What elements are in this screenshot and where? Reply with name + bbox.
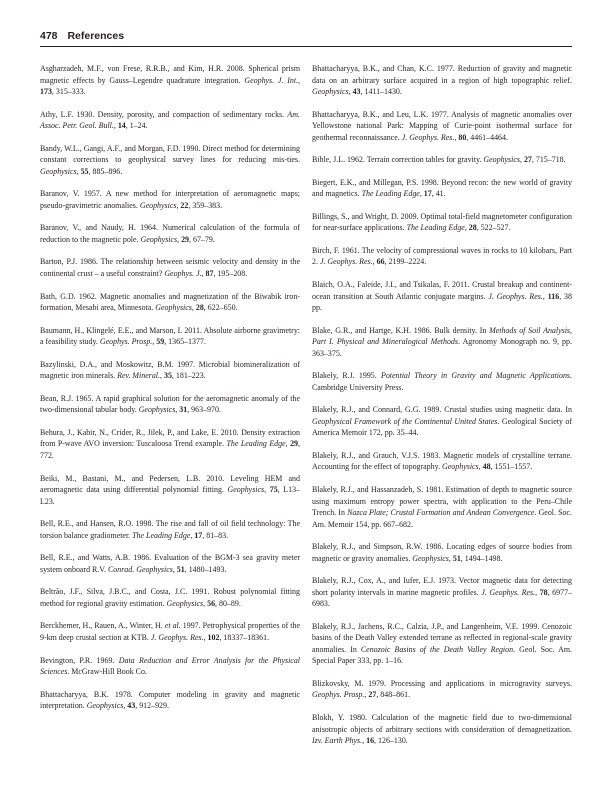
- reference-text: Bhattacharyya, B.K., and Chan, K.C. 1977. Reduction of gravity and magnetic data on an arbitrary surface acquired in a region of high topographic relief.: [312, 64, 572, 85]
- reference-text: ,: [464, 223, 469, 233]
- reference-text: , 963–970.: [187, 405, 221, 415]
- reference-text: ,: [542, 291, 548, 301]
- reference-text: Bath, G.D. 1962. Magnetic anomalies and magnetization of the Biwabik iron-formation, Mesabi area, Minnesota.: [40, 291, 300, 313]
- reference-text: , 126–130.: [374, 736, 408, 745]
- reference-text: 28: [468, 223, 477, 233]
- reference-text: 29: [290, 439, 299, 449]
- reference-text: Geophysics: [155, 303, 192, 313]
- reference-text: ,: [203, 598, 208, 608]
- reference-text: Methods of Soil Analysis, Part I. Physical and Mineralogical Methods: [312, 325, 572, 347]
- reference-text: Barton, P.J. 1986. The relationship between seismic velocity and density in the continental crust – a useful constraint?: [40, 257, 300, 278]
- reference-text: Nazca Plate; Crustal Formation and Andean Convergence: [347, 508, 535, 518]
- reference-text: , 715–718.: [531, 155, 566, 165]
- reference-text: , 6977–6983.: [312, 587, 573, 609]
- reference-text: Blaich, O.A., Faleide, J.I., and Tsikalas, F. 2011. Crustal breakup and continent-ocean transition at South Atlantic conjugate margins.: [312, 280, 572, 301]
- reference-text: Geophysics: [483, 155, 520, 165]
- reference-text: Cenozoic Basins of the Death Valley Region: [360, 644, 514, 654]
- reference-text: ,: [76, 166, 81, 176]
- reference-entry: [312, 279, 572, 314]
- reference-text: 35: [163, 371, 172, 381]
- reference-text: Asgharzadeh, M.F., von Frese, R.R.B., and Kim, H.R. 2008. Spherical prism magnetic effects by Gauss–Legendre quadrature integration.: [40, 64, 300, 85]
- reference-text: ,: [285, 439, 291, 449]
- reference-text: Blake, G.R., and Hartge, K.H. 1986. Bulk density. In: [312, 325, 490, 335]
- reference-text: ,: [160, 371, 164, 381]
- reference-text: Am. Assoc. Petr. Geol. Bull.: [40, 109, 300, 131]
- reference-text: The Leading Edge: [361, 189, 420, 199]
- reference-text: ,: [298, 75, 300, 85]
- reference-text: et al.: [164, 621, 181, 631]
- reference-text: 22: [180, 200, 189, 210]
- reference-entry: [40, 518, 300, 541]
- reference-text: J. Geophys. Res.: [319, 257, 373, 267]
- reference-entry: [40, 552, 300, 575]
- reference-text: Beltrão, J.F., Silva, J.B.C., and Costa, J.C. 1991. Robust polynomial fitting method for regional gravity estimation.: [40, 587, 300, 608]
- reference-text: ,: [454, 132, 459, 142]
- reference-text: Izv. Earth Phys.: [312, 736, 363, 745]
- reference-text: Baranov, V., and Naudy, H. 1964. Numerical calculation of the formula of reduction to the magnetic pole.: [40, 223, 300, 244]
- reference-text: 51: [176, 564, 185, 574]
- reference-text: Bhattacharyya, B.K. 1978. Computer modeling in gravity and magnetic interpretation.: [40, 689, 300, 711]
- reference-text: Geophysics: [412, 553, 449, 563]
- reference-entry: [40, 393, 300, 416]
- reference-entry: [312, 154, 572, 166]
- reference-text: 31: [179, 405, 188, 415]
- reference-text: ,: [362, 736, 367, 745]
- running-header: [40, 30, 572, 47]
- reference-text: 27: [523, 155, 532, 165]
- reference-text: J. Geophys. Res.: [488, 291, 543, 301]
- reference-entry: [40, 291, 300, 314]
- reference-text: Birch, F. 1961. The velocity of compressional waves in rocks to 10 kilobars, Part 2.: [312, 245, 572, 267]
- reference-text: , 4461–4464.: [466, 132, 508, 142]
- reference-text: , 912–929.: [135, 701, 169, 711]
- reference-text: Geophysics: [227, 485, 265, 495]
- reference-entry: [312, 541, 572, 564]
- reference-text: ,: [535, 587, 540, 597]
- reference-text: Geophysics: [312, 87, 349, 96]
- reference-text: 80: [458, 132, 467, 142]
- reference-text: . McGraw-Hill Book Co.: [67, 667, 147, 676]
- reference-entry: [312, 575, 572, 610]
- reference-text: Blakely, R.J., Cox, A., and Iufer, E.J. 1973. Vector magnetic data for detecting short polarity intervals in marine magnetic profiles.: [312, 576, 572, 597]
- reference-text: 59: [156, 337, 165, 347]
- reference-entry: [40, 63, 300, 98]
- reference-text: The Leading Edge: [406, 223, 465, 233]
- reference-text: ,: [201, 268, 206, 278]
- reference-entry: [312, 678, 572, 701]
- reference-text: Bell, R.E., and Watts, A.B. 1986. Evaluation of the BGM-3 sea gravity meter system onboard R.V.: [40, 553, 300, 574]
- reference-text: Geophys. Prosp.: [312, 690, 365, 700]
- reference-text: Geophys. J. Int.: [244, 75, 299, 85]
- reference-text: ,: [152, 337, 157, 347]
- reference-text: 27: [368, 690, 377, 700]
- reference-entry: [40, 325, 300, 348]
- reference-text: , 195–208.: [213, 268, 248, 278]
- reference-text: Athy, L.F. 1930. Density, porosity, and compaction of sedimentary rocks.: [40, 109, 288, 119]
- reference-text: 75: [269, 485, 278, 495]
- reference-text: Geophysics: [40, 166, 77, 176]
- reference-text: Bazylinski, D.A., and Moskowitz, B.M. 1997. Microbial biomineralization of magnetic iron minerals.: [40, 359, 300, 381]
- reference-text: Rev. Mineral.: [117, 371, 160, 381]
- reference-text: 17: [194, 530, 203, 540]
- reference-text: 48: [482, 462, 491, 472]
- reference-text: ,: [176, 200, 181, 210]
- reference-text: 66: [376, 257, 385, 267]
- reference-entry: [40, 222, 300, 245]
- reference-text: Blakely, R.J., and Simpson, R.W. 1986. Locating edges of source bodies from magnetic or gravity anomalies.: [312, 542, 572, 563]
- reference-entry: [312, 63, 572, 98]
- reference-text: Potential Theory in Gravity and Magnetic Applications: [380, 371, 571, 381]
- reference-text: , 1494–1498.: [460, 553, 503, 563]
- reference-text: , 41.: [431, 189, 446, 199]
- reference-text: , 622–650.: [203, 303, 238, 313]
- reference-entry: [312, 211, 572, 234]
- reference-text: ,: [372, 257, 377, 267]
- reference-text: 102: [207, 632, 220, 642]
- reference-entry: [312, 404, 572, 439]
- reference-entry: [40, 427, 300, 462]
- reference-text: , 885–896.: [88, 166, 123, 176]
- reference-text: ,: [519, 155, 524, 165]
- reference-text: ,: [191, 303, 196, 313]
- reference-text: Bible, J.L. 1962. Terrain correction tables for gravity.: [312, 155, 484, 165]
- right-column: [312, 63, 572, 758]
- reference-text: , 1365–1377.: [164, 337, 206, 347]
- page-number: 478: [40, 30, 58, 42]
- reference-entry: [312, 325, 572, 360]
- reference-text: Geophysics: [86, 701, 124, 711]
- reference-text: Bhattacharyya, B.K., and Leu, L.K. 1977. Analysis of magnetic anomalies over Yellowstone national Park: Mapping of Curie-point isothermal surface for geothermal reconnaissance.: [312, 109, 572, 142]
- reference-text: ,: [264, 485, 270, 495]
- reference-text: , 67–79.: [189, 234, 215, 244]
- reference-text: , 1411–1430.: [360, 87, 402, 96]
- reference-entry: [40, 655, 300, 678]
- reference-text: Blakely, R.J., and Connard, G.G. 1989. Crustal studies using magnetic data. In: [312, 405, 572, 415]
- header-rule: [40, 46, 572, 47]
- reference-text: J. Geophys. Res.: [150, 632, 204, 642]
- reference-text: Geophys. J.: [164, 268, 202, 278]
- reference-entry: [312, 177, 572, 200]
- reference-text: 14: [117, 121, 126, 131]
- reference-text: 55: [80, 166, 89, 176]
- reference-text: , 1480–1493.: [184, 564, 227, 574]
- reference-text: , 38 pp.: [312, 291, 572, 313]
- reference-text: J. Geophys. Res.: [481, 587, 536, 597]
- reference-text: Data Reduction and Error Analysis for the Physical Sciences: [40, 655, 301, 676]
- reference-entry: [40, 586, 300, 609]
- reference-text: 51: [452, 553, 461, 563]
- reference-text: 1997. Petrophysical properties of the 9-km deep crustal section at KTB.: [40, 621, 300, 642]
- reference-text: Biegert, E.K., and Millegan, P.S. 1998. Beyond recon: the new world of gravity and magnetics.: [312, 177, 572, 199]
- reference-text: 56: [207, 598, 216, 608]
- reference-text: Geophysics: [138, 405, 176, 415]
- reference-text: J. Geophys. Res.: [401, 132, 455, 142]
- reference-text: ,: [175, 405, 180, 415]
- reference-text: , 181–223.: [171, 371, 206, 381]
- reference-text: , 81–83.: [202, 530, 229, 540]
- reference-entry: [40, 473, 300, 508]
- reference-text: ,: [478, 462, 483, 472]
- reference-entry: [40, 188, 300, 211]
- reference-entry: [312, 109, 572, 144]
- reference-text: ,: [419, 189, 424, 199]
- reference-text: Geophys. Prosp.: [99, 337, 153, 347]
- reference-text: ,: [448, 553, 453, 563]
- reference-text: Geophysics: [442, 462, 479, 472]
- reference-text: 78: [539, 587, 548, 597]
- reference-text: 116: [547, 291, 560, 301]
- reference-text: 17: [423, 189, 432, 199]
- reference-text: . Geol. Soc. Am. Memoir 154, pp. 667–682.: [312, 508, 573, 529]
- reference-text: Baumann, H., Klingelé, E.E., and Marson, I. 2011. Absolute airborne gravimetry: a feasibility study.: [40, 325, 300, 347]
- reference-text: Blakely, R.J., Jachens, R.C., Calzia, J.P., and Langenheim, V.E. 1999. Cenozoic basins of the Death Valley extended terrane as reflected in regional-scale gravity anomalies. In: [312, 621, 572, 654]
- reference-text: ,: [364, 690, 369, 700]
- reference-text: , 315–333.: [51, 87, 86, 96]
- reference-text: Berckhemer, H., Rauen, A., Winter, H.: [40, 621, 165, 631]
- reference-text: 173: [40, 87, 52, 96]
- reference-text: 28: [195, 303, 204, 313]
- reference-entry: [312, 712, 572, 747]
- reference-text: Blakely, R.J. 1995.: [312, 371, 381, 381]
- reference-entry: [312, 484, 572, 530]
- reference-entry: [312, 621, 572, 667]
- reference-text: 16: [366, 736, 375, 745]
- reference-text: Geophysical Framework of the Continental United States: [312, 416, 498, 426]
- reference-text: Bevington, P.R. 1969.: [40, 655, 119, 665]
- reference-text: The Leading Edge: [132, 530, 191, 540]
- reference-entry: [40, 143, 300, 178]
- reference-text: ,: [203, 632, 208, 642]
- reference-entry: [40, 359, 300, 382]
- reference-text: ,: [123, 701, 128, 711]
- reference-text: . Geol. Soc. Am. Special Paper 333, pp. 1–16.: [312, 644, 572, 666]
- reference-text: , L13–L23.: [40, 485, 301, 506]
- reference-text: , 772.: [40, 439, 300, 460]
- reference-text: Geophysics: [140, 234, 178, 244]
- reference-text: 43: [127, 701, 136, 711]
- reference-text: Bandy, W.L., Gangi, A.F., and Morgan, F.D. 1990. Direct method for determining constant corrections to geophysical survey lines for reducing mis-ties.: [40, 143, 300, 165]
- reference-text: 29: [181, 234, 190, 244]
- reference-text: ,: [172, 564, 177, 574]
- reference-text: Blakely, R.J., and Hassanzadeh, S. 1981. Estimation of depth to magnetic source using maximum entropy power spectra, with application to the Peru–Chile Trench. In: [312, 485, 572, 518]
- reference-entry: [40, 109, 300, 132]
- reference-text: , 2199–2224.: [384, 257, 427, 267]
- reference-text: , 1–24.: [125, 121, 148, 131]
- reference-text: 43: [352, 87, 361, 96]
- left-column: [40, 63, 300, 723]
- reference-entry: [312, 245, 572, 268]
- reference-entry: [40, 689, 300, 712]
- reference-text: . Geological Society of America Memoir 172, pp. 35–44.: [312, 416, 572, 438]
- reference-text: . Cambridge University Press.: [312, 371, 572, 392]
- reference-text: Geophysics: [139, 200, 177, 210]
- reference-text: Geophysics: [166, 598, 204, 608]
- reference-text: , 1551–1557.: [490, 462, 533, 472]
- reference-text: ,: [113, 121, 118, 131]
- reference-entry: [312, 370, 572, 393]
- reference-text: 87: [205, 268, 214, 278]
- reference-entry: [312, 450, 572, 473]
- reference-text: ,: [348, 87, 353, 96]
- section-title: References: [67, 30, 125, 42]
- reference-text: . Agronomy Monograph no. 9, pp. 363–375.: [312, 337, 572, 358]
- reference-text: , 359–383.: [188, 200, 223, 210]
- reference-text: ,: [190, 530, 195, 540]
- reference-text: Blakely, R.J., and Grauch, V.J.S. 1983. Magnetic models of crystalline terrane. Accounting for the effect of topography.: [312, 450, 572, 472]
- reference-text: ,: [177, 234, 182, 244]
- reference-text: , 18337–18361.: [219, 632, 270, 642]
- reference-text: Blokh, Y. 1980. Calculation of the magnetic field due to two-dimensional anisotropic objects of arbitrary sections with consideration of demagnetization.: [312, 713, 572, 734]
- reference-text: , 522–527.: [476, 223, 511, 233]
- reference-text: Conrad. Geophysics: [107, 564, 173, 574]
- reference-text: Beiki, M., Bastani, M., and Pedersen, L.B. 2010. Leveling HEM and aeromagnetic data using differential polynomial fitting.: [40, 473, 300, 495]
- reference-text: Billings, S., and Wright, D. 2009. Optimal total-field magnetometer configuration for near-surface applications.: [312, 211, 572, 233]
- reference-text: Bell, R.E., and Hansen, R.O. 1998. The rise and fall of oil field technology: The torsion balance gradiometer.: [40, 519, 300, 540]
- reference-text: Blizkovsky, M. 1979. Processing and applications in microgravity surveys.: [312, 678, 572, 688]
- reference-entry: [40, 620, 300, 643]
- reference-text: Behura, J., Kabir, N., Crider, R., Jilek, P., and Lake, E. 2010. Density extraction from P-wave AVO inversion: Tuscaloosa Trend example.: [40, 427, 300, 449]
- reference-text: Bean, R.J. 1965. A rapid graphical solution for the aeromagnetic anomaly of the two-dimensional tabular body.: [40, 393, 300, 415]
- reference-entry: [40, 256, 300, 279]
- reference-text: The Leading Edge: [226, 439, 286, 449]
- reference-text: Baranov, V. 1957. A new method for interpretation of aeromagnetic maps; pseudo-gravimetric anomalies.: [40, 189, 300, 210]
- reference-text: , 848–861.: [376, 690, 411, 700]
- reference-text: , 80–89.: [215, 598, 241, 608]
